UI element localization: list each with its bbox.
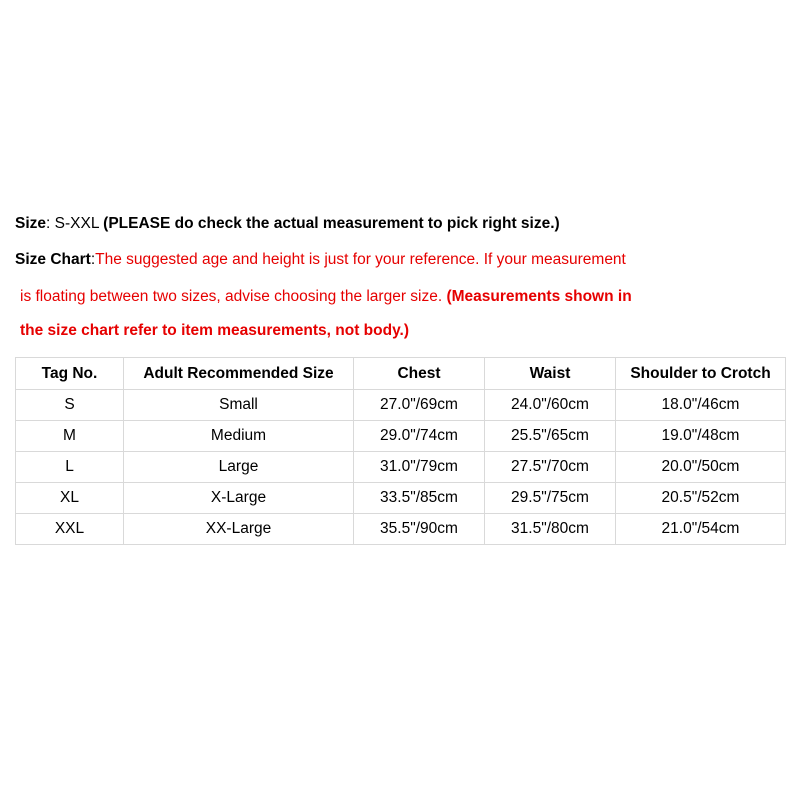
table-row [16, 514, 786, 545]
size-chart-line-3 [20, 321, 409, 341]
table-row [16, 390, 786, 421]
cell-tag: XXL [16, 514, 124, 545]
cell-shoulder-to-crotch: 21.0"/54cm [616, 514, 786, 545]
size-chart-label: Size Chart [15, 251, 91, 268]
cell-waist: 25.5"/65cm [485, 421, 616, 452]
cell-waist: 29.5"/75cm [485, 483, 616, 514]
header-tag-no: Tag No. [16, 358, 124, 390]
cell-size: Medium [124, 421, 354, 452]
cell-chest: 33.5"/85cm [354, 483, 485, 514]
cell-tag: S [16, 390, 124, 421]
size-note: (PLEASE do check the actual measurement to pick right size.) [103, 215, 560, 232]
size-value: S-XXL [54, 215, 104, 232]
size-chart-line-2 [20, 287, 632, 307]
table-row [16, 452, 786, 483]
cell-tag: L [16, 452, 124, 483]
cell-size: Large [124, 452, 354, 483]
header-adult-recommended-size: Adult Recommended Size [124, 358, 354, 390]
table-header-row [16, 358, 786, 390]
cell-shoulder-to-crotch: 19.0"/48cm [616, 421, 786, 452]
cell-waist: 24.0"/60cm [485, 390, 616, 421]
size-chart-text-2: is floating between two sizes, advise choosing the larger size. [20, 288, 447, 305]
cell-waist: 31.5"/80cm [485, 514, 616, 545]
size-line [15, 214, 560, 234]
cell-size: Small [124, 390, 354, 421]
size-chart-separator: : [90, 251, 96, 268]
cell-shoulder-to-crotch: 18.0"/46cm [616, 390, 786, 421]
size-table [15, 357, 786, 545]
table-row [16, 421, 786, 452]
cell-shoulder-to-crotch: 20.5"/52cm [616, 483, 786, 514]
size-label: Size [15, 215, 47, 232]
cell-tag: XL [16, 483, 124, 514]
cell-waist: 27.5"/70cm [485, 452, 616, 483]
header-chest: Chest [354, 358, 485, 390]
header-waist: Waist [485, 358, 616, 390]
size-separator: : [46, 215, 55, 232]
size-chart-bold-2: (Measurements shown in [446, 288, 632, 305]
cell-shoulder-to-crotch: 20.0"/50cm [616, 452, 786, 483]
cell-chest: 31.0"/79cm [354, 452, 485, 483]
cell-chest: 27.0"/69cm [354, 390, 485, 421]
cell-size: X-Large [124, 483, 354, 514]
size-chart-text-1: The suggested age and height is just for your reference. If your measurement [95, 251, 626, 268]
cell-size: XX-Large [124, 514, 354, 545]
size-chart-bold-3: the size chart refer to item measurements, not body.) [20, 322, 410, 339]
header-shoulder-to-crotch: Shoulder to Crotch [616, 358, 786, 390]
table-row [16, 483, 786, 514]
cell-chest: 35.5"/90cm [354, 514, 485, 545]
size-chart-line [15, 250, 626, 270]
cell-chest: 29.0"/74cm [354, 421, 485, 452]
cell-tag: M [16, 421, 124, 452]
